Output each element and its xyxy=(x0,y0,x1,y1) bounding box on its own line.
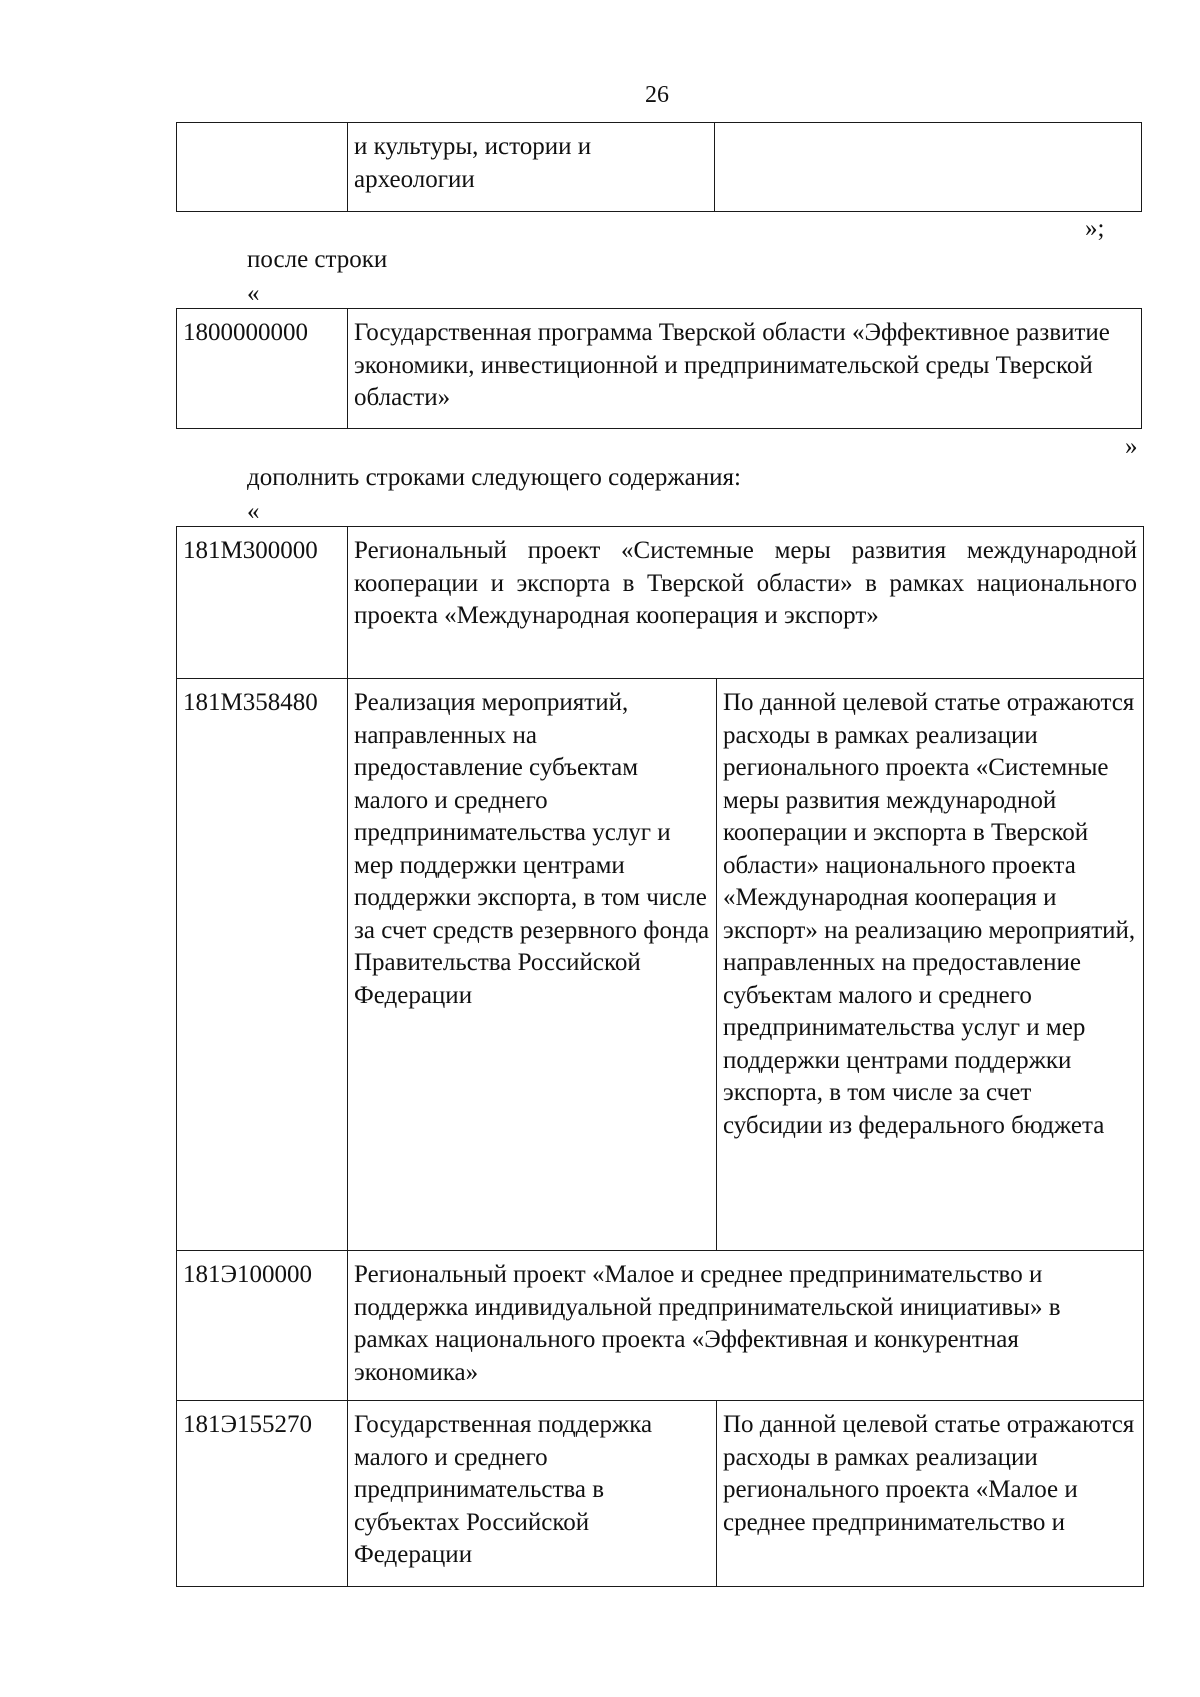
closing-quote: »; xyxy=(1085,215,1105,242)
description-cell xyxy=(715,123,1142,212)
table-row xyxy=(177,1401,1144,1587)
table-row xyxy=(177,1251,1144,1401)
page-number: 26 xyxy=(645,82,669,108)
code-cell: 181М358480 xyxy=(177,679,348,1251)
name-cell: Региональный проект «Малое и среднее предпринимательство и поддержка индивидуальной предпринимательской инициативы» в рамках национального проекта «Эффективная и конкурентная экономика» xyxy=(348,1251,1144,1401)
name-cell: Реализация мероприятий, направленных на предоставление субъектам малого и среднего предпринимательства услуг и мер поддержки центрами поддержки экспорта, в том числе за счет средств резервного фонда Правительства Российской Федерации xyxy=(348,679,717,1251)
code-cell xyxy=(177,123,348,212)
code-cell: 181Э100000 xyxy=(177,1251,348,1401)
table-row xyxy=(177,123,1142,212)
table-row xyxy=(177,309,1142,429)
description-cell: По данной целевой статье отражаются расходы в рамках реализации регионального проекта «Малое и среднее предпринимательство и xyxy=(717,1401,1144,1587)
description-cell: По данной целевой статье отражаются расходы в рамках реализации регионального проекта «Системные меры развития международной кооперации и экспорта в Тверской области» национального проекта «Международная кооперация и экспорт» на реализацию мероприятий, направленных на предоставление субъектам малого и среднего предпринимательства услуг и мер поддержки центрами поддержки экспорта, в том числе за счет субсидии из федерального бюджета xyxy=(717,679,1144,1251)
name-cell: и культуры, истории и археологии xyxy=(348,123,715,212)
table-reference xyxy=(176,308,1142,429)
table-added-rows xyxy=(176,526,1144,1587)
opening-quote: « xyxy=(247,280,260,307)
table-continuation xyxy=(176,122,1142,212)
name-cell: Государственная программа Тверской области «Эффективное развитие экономики, инвестиционной и предпринимательской среды Тверской области» xyxy=(348,309,1142,429)
table-row xyxy=(177,679,1144,1251)
name-cell: Региональный проект «Системные меры развития международной кооперации и экспорта в Тверской области» в рамках национального проекта «Международная кооперация и экспорт» xyxy=(348,527,1144,679)
opening-quote: « xyxy=(247,498,260,525)
code-cell: 1800000000 xyxy=(177,309,348,429)
table-row xyxy=(177,527,1144,679)
instruction-after-line: после строки xyxy=(247,246,388,273)
code-cell: 181Э155270 xyxy=(177,1401,348,1587)
name-cell: Государственная поддержка малого и среднего предпринимательства в субъектах Российской Федерации xyxy=(348,1401,717,1587)
code-cell: 181М300000 xyxy=(177,527,348,679)
closing-quote: » xyxy=(1125,433,1138,460)
instruction-add-lines: дополнить строками следующего содержания: xyxy=(247,464,741,491)
